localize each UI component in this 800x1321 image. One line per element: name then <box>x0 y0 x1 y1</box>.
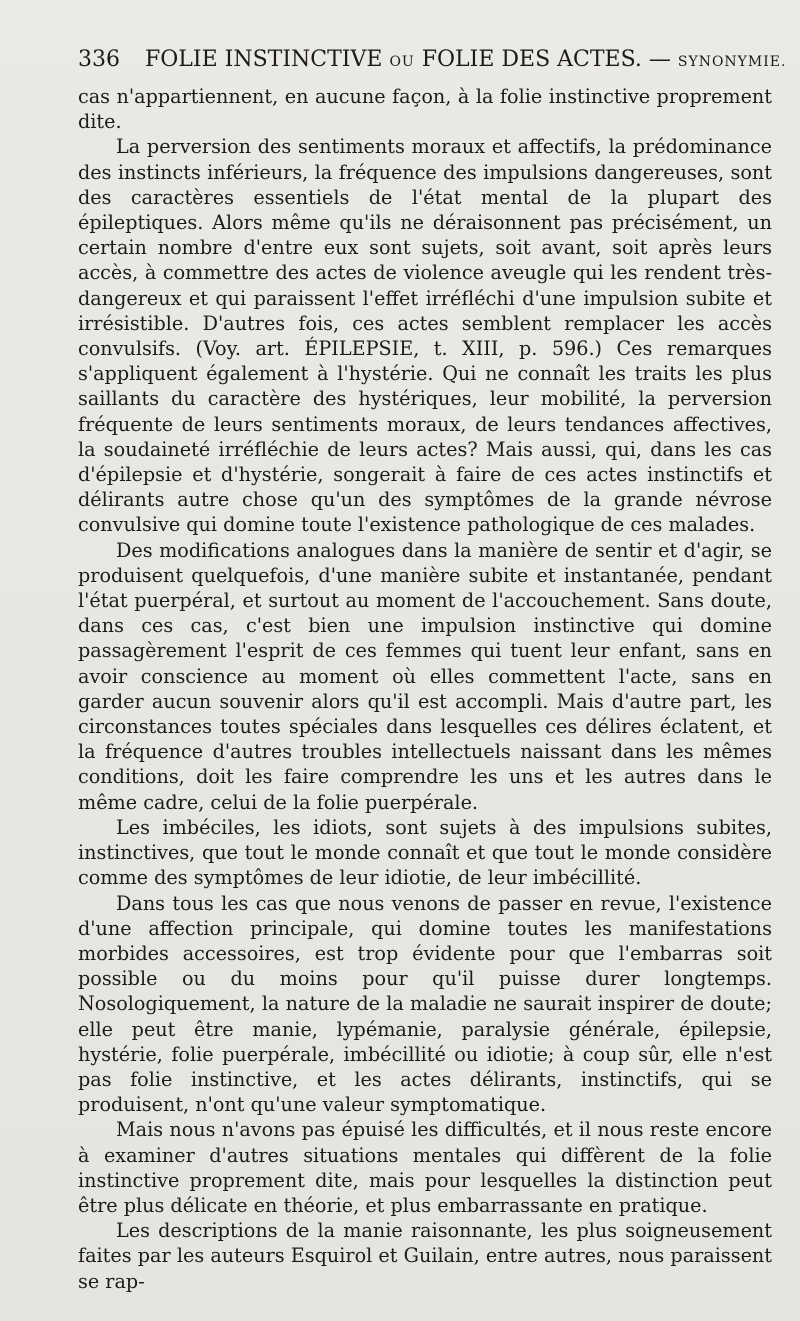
paragraph-summary: Dans tous les cas que nous venons de passer en revue, l'existence d'une affection principale, qui domine toutes les manifestations morbides accessoires, est trop évidente pour que l'embarras soit possible ou du moins pour qu'il puisse durer longtemps. Nosologiquement, la nature de la maladie ne saurait inspirer de doute; elle peut être manie, lypémanie, paralysie générale, épilepsie, hystérie, folie puerpérale, imbécillité ou idiotie; à coup sûr, elle n'est pas folie instinctive, et les actes délirants, instinctifs, qui se produisent, n'ont qu'une valeur symptomatique. <box>78 891 772 1117</box>
header-title-part2: FOLIE DES ACTES. <box>421 47 642 72</box>
header-title-sep: OU <box>389 54 415 70</box>
running-header <box>78 44 787 76</box>
paragraph-continuation: cas n'appartiennent, en aucune façon, à la folie instinctive proprement dite. <box>78 85 772 134</box>
body-text <box>78 84 772 1294</box>
paragraph-difficulties: Mais nous n'avons pas épuisé les difficultés, et il nous reste encore à examiner d'autres situations mentales qui diffèrent de la folie instinctive proprement dite, mais pour lesquelles la distinction peut être plus délicate en théorie, et plus embarrassante en pratique. <box>78 1118 772 1217</box>
paragraph-manie-raisonnante: Les descriptions de la manie raisonnante, les plus soigneusement faites par les auteurs Esquirol et Guilain, entre autres, nous paraissent se rap- <box>78 1219 772 1293</box>
page-number: 336 <box>78 47 120 72</box>
paragraph-imbeciles: Les imbéciles, les idiots, sont sujets à des impulsions subites, instinctives, que tout le monde connaît et que tout le monde considère comme des symptômes de leur idiotie, de leur imbécillité. <box>78 815 772 890</box>
header-section: SYNONYMIE. <box>677 54 787 70</box>
paragraph-puerperal: Des modifications analogues dans la manière de sentir et d'agir, se produisent quelquefois, d'une manière subite et instantanée, pendant l'état puerpéral, et surtout au moment de l'accouchement. Sans doute, dans ces cas, c'est bien une impulsion instinctive qui domine passagèrement l'esprit de ces femmes qui tuent leur enfant, sans en avoir conscience au moment où elles commettent l'acte, sans en garder aucun souvenir alors qu'il est accompli. Mais d'autre part, les circonstances toutes spéciales dans lesquelles ces délires éclatent, et la fréquence d'autres troubles intellectuels naissant dans les mêmes conditions, doit les faire comprendre les uns et les autres dans le même cadre, celui de la folie puerpérale. <box>78 538 772 814</box>
header-dash: — <box>648 47 671 72</box>
header-title-part1: FOLIE INSTINCTIVE <box>145 47 383 72</box>
paragraph-epilepsy-hysteria: La perversion des sentiments moraux et affectifs, la prédominance des instincts inférieurs, la fréquence des impulsions dangereuses, sont des caractères essentiels de l'état mental de la plupart des épileptiques. Alors même qu'ils ne déraisonnent pas précisément, un certain nombre d'entre eux sont sujets, soit avant, soit après leurs accès, à commettre des actes de violence aveugle qui les rendent très-dangereux et qui paraissent l'effet irréfléchi d'une impulsion subite et irrésistible. D'autres fois, ces actes semblent remplacer les accès convulsifs. (Voy. art. ÉPILEPSIE, t. XIII, p. 596.) Ces remarques s'appliquent également à l'hystérie. Qui ne connaît les traits les plus saillants du caractère des hystériques, leur mobilité, la perversion fréquente de leurs sentiments moraux, de leurs tendances affectives, la soudaineté irréfléchie de leurs actes? Mais aussi, qui, dans les cas d'épilepsie et d'hystérie, songerait à faire de ces actes instinctifs et délirants autre chose qu'un des symptômes de la grande névrose convulsive qui domine toute l'existence pathologique de ces malades. <box>78 135 772 537</box>
